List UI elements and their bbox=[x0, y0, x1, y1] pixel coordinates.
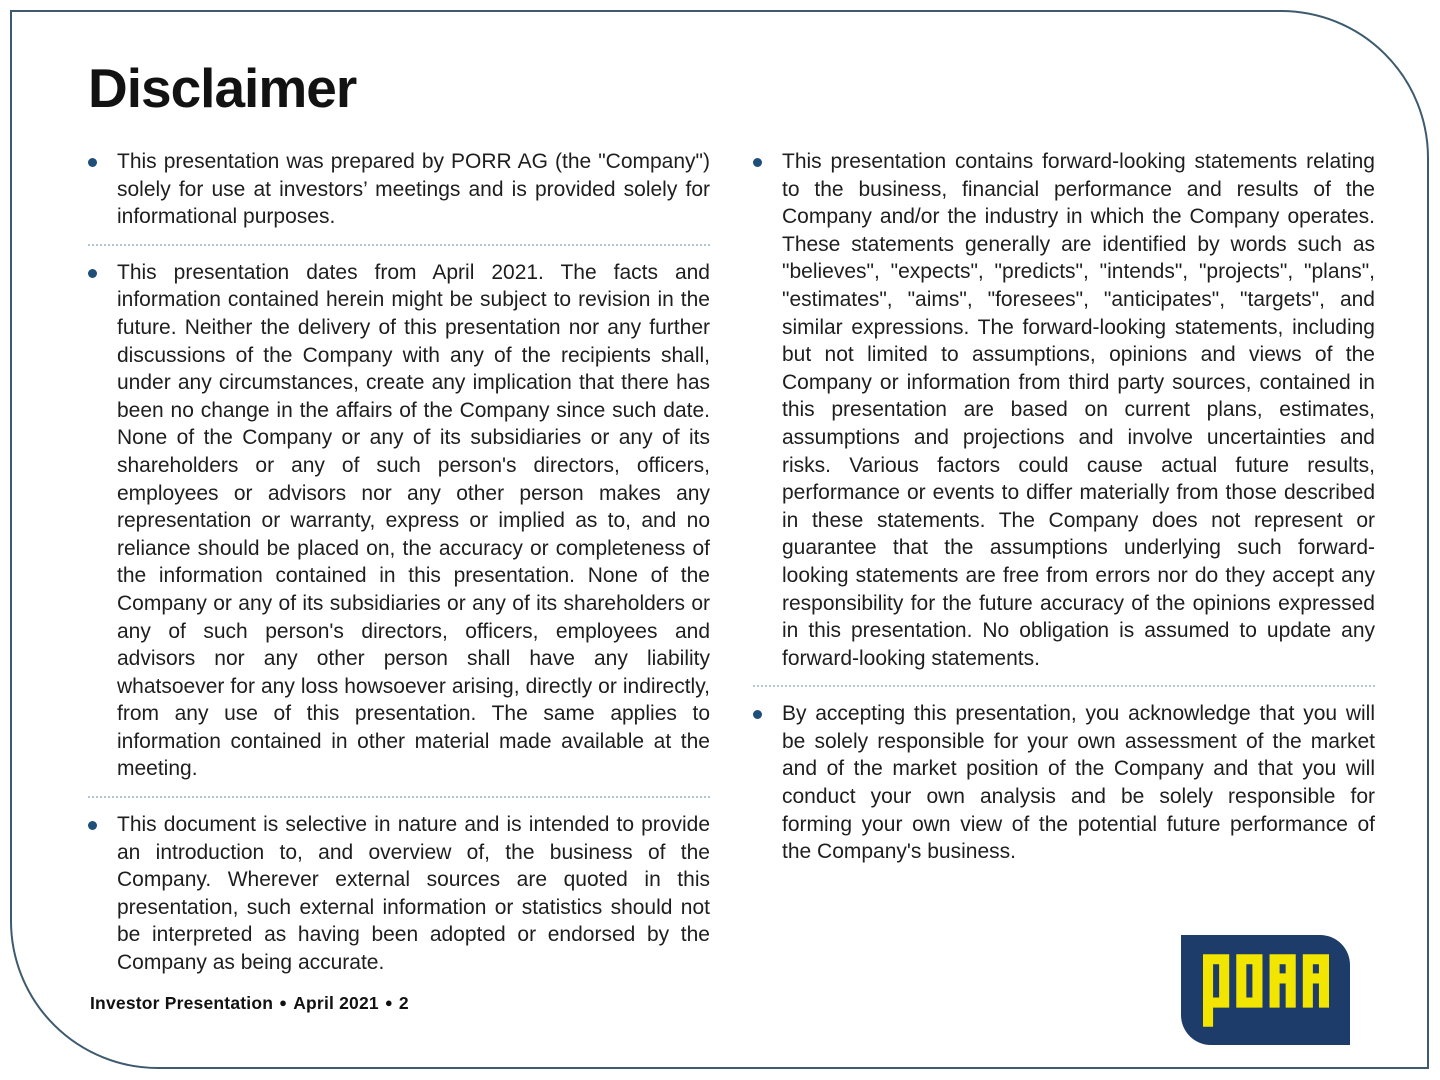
content-columns bbox=[88, 148, 1375, 977]
footer-date: April 2021 bbox=[293, 993, 379, 1013]
porr-logo-text-icon bbox=[1203, 954, 1329, 1027]
bullet-icon bbox=[88, 821, 97, 830]
right-column bbox=[753, 148, 1375, 977]
left-column bbox=[88, 148, 710, 977]
footer bbox=[90, 993, 409, 1014]
footer-dot-icon: ● bbox=[384, 995, 393, 1010]
bullet-item bbox=[88, 259, 710, 783]
bullet-text: This presentation was prepared by PORR AG (the "Company") solely for use at investors’ meetings and is provided solely for informational purposes. bbox=[117, 150, 710, 229]
bullet-text: By accepting this presentation, you acknowledge that you will be solely responsible for your own assessment of the market and of the market position of the Company and that you will conduct your own analysis and be solely responsible for forming your own view of the potential future performance of the Company's business. bbox=[782, 702, 1375, 864]
separator bbox=[88, 244, 710, 246]
bullet-icon bbox=[88, 158, 97, 167]
separator bbox=[88, 796, 710, 798]
bullet-text: This document is selective in nature and is intended to provide an introduction to, and overview of, the business of the Company. Wherever external sources are quoted in this presentation, such external information or statistics should not be interpreted as having been adopted or endorsed by the Company as being accurate. bbox=[117, 813, 710, 975]
bullet-item bbox=[753, 700, 1375, 866]
bullet-text: This presentation dates from April 2021. The facts and information contained herein might be subject to revision in the future. Neither the delivery of this presentation nor any further discussions of the Company with any of the recipients shall, under any circumstances, create any implication that there has been no change in the affairs of the Company since such date. None of the Company or any of its subsidiaries or any of its shareholders or any of such person's directors, officers, employees or advisors nor any other person makes any representation or warranty, express or implied as to, and no reliance should be placed on, the accuracy or completeness of the information contained in this presentation. None of the Company or any of its subsidiaries or any of its shareholders or any of such person's directors, officers, employees and advisors nor any other person shall have any liability whatsoever for any loss howsoever arising, directly or indirectly, from any use of this presentation. The same applies to information contained in other material made available at the meeting. bbox=[117, 260, 710, 781]
separator bbox=[753, 685, 1375, 687]
bullet-icon bbox=[88, 269, 97, 278]
bullet-text: This presentation contains forward-looking statements relating to the business, financial performance and results of the Company and/or the industry in which the Company operates. These statements generally are identified by words such as "believes", "expects", "predicts", "intends", "projects", "plans", "estimates", "aims", "foresees", "anticipates", "targets", and similar expressions. The forward-looking statements, including but not limited to assumptions, opinions and views of the Company or information from third party sources, contained in this presentation are based on current plans, estimates, assumptions and projections and involve uncertainties and risks. Various factors could cause actual future results, performance or events to differ materially from those described in these statements. The Company does not represent or guarantee that the assumptions underlying such forward-looking statements are free from errors nor do they accept any responsibility for the future accuracy of the opinions expressed in this presentation. No obligation is assumed to update any forward-looking statements. bbox=[782, 150, 1375, 670]
bullet-item bbox=[88, 148, 710, 231]
footer-page-number: 2 bbox=[398, 993, 409, 1013]
footer-presentation-label: Investor Presentation bbox=[90, 993, 274, 1013]
porr-logo bbox=[1181, 935, 1350, 1045]
bullet-item bbox=[753, 148, 1375, 672]
bullet-icon bbox=[753, 710, 762, 719]
bullet-item bbox=[88, 811, 710, 977]
page-title: Disclaimer bbox=[88, 57, 357, 119]
bullet-icon bbox=[753, 158, 762, 167]
footer-dot-icon: ● bbox=[279, 995, 288, 1010]
